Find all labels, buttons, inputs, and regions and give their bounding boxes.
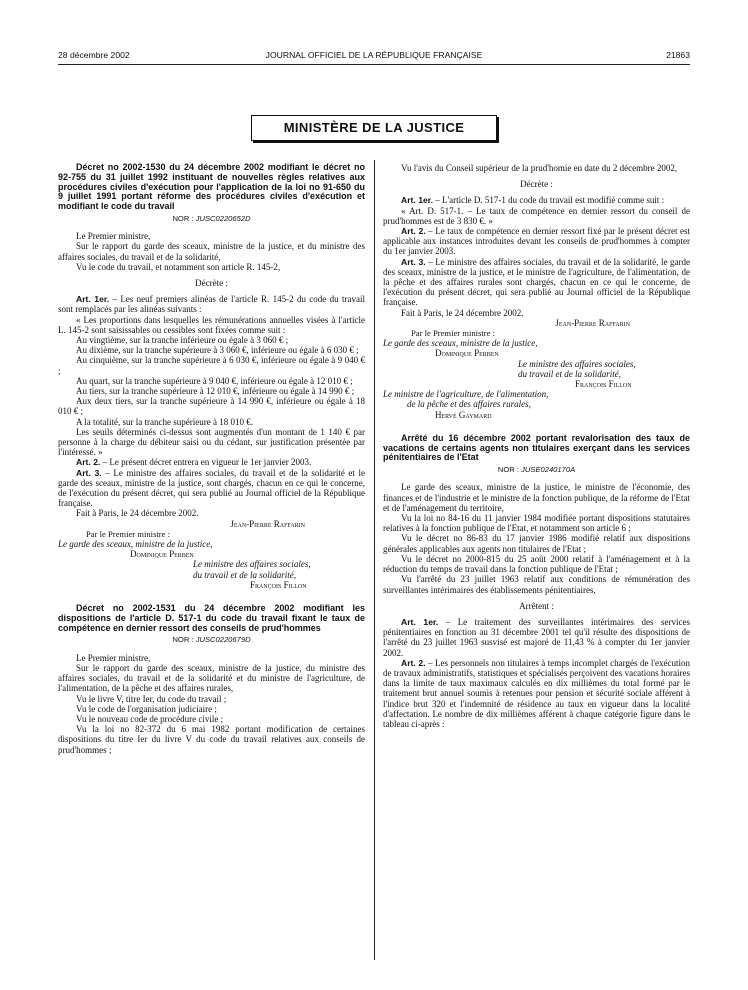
arrete-article-2: Art. 2. – Les personnels non titulaires à temps incomplet chargés de l'exécution de travaux administratifs, statistiques et spécialisés perçoivent des vacations horaires dans la limite de taux maximaux calculés en dix millièmes du total formé par le traitement brut annuel soumis à retenues pour pension et sécurité sociale afférent à l'indice brut 320 et l'indemnité de résidence au taux en vigueur dans la localité d'affectation. Le nombre de dix millièmes afférent à chaque catégorie figure dans le tableau ci-après : [383, 657, 691, 729]
decree2-decrete: Décrète : [520, 179, 553, 190]
decree1-article-3: Art. 3. – Le ministre des affaires sociales, du travail et de la solidarité et le garde des sceaux, ministre de la justice, sont chargés, chacun en ce qui le concerne, de l'exécution du présent décret, qui sera publié au Journal officiel de la République française. [58, 467, 365, 509]
decree2-minister: Le ministre de l'agriculture, de l'alimentation, [383, 389, 549, 400]
left-column [58, 163, 365, 755]
decree1-quote: Au vingtième, sur la tranche inférieure ou égale à 3 060 € ; [76, 335, 289, 346]
decree1-para: Le Premier ministre, [76, 231, 151, 242]
decree2-minister: Le garde des sceaux, ministre de la justice, [383, 338, 538, 349]
decree2-signature: Jean-Pierre Raffarin [555, 317, 630, 328]
header-journal-title: JOURNAL OFFICIEL DE LA RÉPUBLIQUE FRANÇAISE [265, 50, 483, 60]
decree2-par: Par le Premier ministre : [411, 328, 496, 339]
ministry-heading: MINISTÈRE DE LA JUSTICE [251, 115, 497, 141]
decree2-minister: du travail et de la solidarité, [518, 368, 621, 379]
decree2-nor: NOR : JUSC0220679D [172, 635, 251, 645]
decree1-signature: Jean-Pierre Raffarin [230, 518, 305, 529]
right-column [383, 163, 690, 729]
decree2-minister: de la pêche et des affaires rurales, [407, 399, 531, 410]
decree1-quote: Aux deux tiers, sur la tranche supérieure à 14 990 €, inférieure ou égale à 18 010 € ; [58, 396, 365, 417]
decree1-decrete: Décrète : [195, 278, 228, 288]
arrete-para: Vu le décret no 86-83 du 17 janvier 1986 modifié relatif aux dispositions générales applicables aux agents non titulaires de l'Etat ; [383, 533, 690, 554]
decree1-minister-name: François Fillon [250, 579, 307, 590]
decree1-minister-name: Dominique Perben [130, 549, 194, 560]
decree2-article-3: Art. 3. – Le ministre des affaires sociales, du travail et de la solidarité, le garde des sceaux, ministre de la justice, et le ministre de l'agriculture, de l'alimentation, de la pêche et des affaires rurales sont chargés, chacun en ce qui le concerne, de l'exécution du présent décret, qui sera publié au Journal officiel de la République française. [383, 256, 690, 308]
decree2-para: Vu la loi no 82-372 du 6 mai 1982 portant modification de certaines dispositions du titre Ier du livre V du code du travail relatives aux conseils de prud'hommes ; [58, 724, 365, 755]
arrete-article-1: Art. 1er. – Le traitement des surveillantes intérimaires des services pénitentiaires en fonction au 31 décembre 2001 tel qu'il résulte des dispositions de l'arrêté du 23 juillet 1963 susvisé est majoré de 11,43 % à compter du 1er janvier 2002. [383, 616, 690, 658]
decree1-quote: Les seuils déterminés ci-dessus sont augmentés d'un montant de 1 140 € par personne à la charge du débiteur saisi ou du cédant, sur justification présentée par l'intéressé. » [58, 426, 365, 458]
arrete-title: Arrêté du 16 décembre 2002 portant revalorisation des taux de vacations de certains agents non titulaires exerçant dans les services pénitentiaires de l'Etat [383, 432, 690, 463]
decree1-quote: Au tiers, sur la tranche supérieure à 12 010 €, inférieure ou égale à 14 990 € ; [76, 386, 355, 397]
arrete-para: Vu le décret no 2000-815 du 25 août 2000 relatif à l'aménagement et à la réduction du temps de travail dans la fonction publique de l'Etat ; [383, 553, 690, 575]
decree1-title: Décret no 2002-1530 du 24 décembre 2002 modifiant le décret no 92-755 du 31 juillet 1992 instituant de nouvelles règles relatives aux procédures civiles d'exécution pour l'application de la loi no 91-650 du 9 juillet 1991 portant réforme des procédures civiles d'exécution et modifiant le code du travail [58, 162, 365, 212]
decree1-minister: Le ministre des affaires sociales, [193, 559, 311, 570]
decree2-minister-name: François Fillon [575, 379, 632, 390]
decree2-title: Décret no 2002-1531 du 24 décembre 2002 modifiant les dispositions de l'article D. 517-1 du code du travail fixant le taux de compétence en dernier ressort des conseils de prud'hommes [58, 603, 365, 633]
decree2-minister-name: Hervé Gaymard [435, 409, 492, 420]
decree1-fait: Fait à Paris, le 24 décembre 2002. [76, 508, 199, 519]
decree1-quote: Au dixième, sur la tranche supérieure à 3 060 €, inférieure ou égale à 6 030 € ; [76, 345, 359, 356]
decree1-nor: NOR : JUSC0220652D [172, 213, 251, 223]
decree2-para: Vu l'avis du Conseil supérieur de la prud'homie en date du 2 décembre 2002, [401, 163, 678, 173]
arrete-para: Le garde des sceaux, ministre de la justice, le ministre de l'économie, des finances et de l'industrie et le ministre de la fonction publique, de la réforme de l'Etat et de l'aménagement du territoire, [383, 482, 690, 513]
column-divider [374, 160, 375, 960]
decree2-para: Vu le nouveau code de procédure civile ; [76, 713, 224, 724]
arrete-para: Vu l'arrêté du 23 juillet 1963 relatif aux conditions de rémunération des surveillantes intérimaires des établissements pénitentiaires, [383, 574, 690, 595]
decree1-minister: Le garde des sceaux, ministre de la justice, [58, 539, 213, 550]
decree2-para: Le Premier ministre, [76, 652, 151, 663]
decree2-fait: Fait à Paris, le 24 décembre 2002. [401, 307, 524, 318]
decree2-article-1: Art. 1er. – L'article D. 517-1 du code du travail est modifié comme suit : [401, 195, 665, 206]
decree2-para: Vu le code de l'organisation judiciaire ; [76, 703, 217, 714]
header-date: 28 décembre 2002 [58, 50, 130, 60]
decree1-article-1: Art. 1er. – Les neuf premiers alinéas de l'article R. 145-2 du code du travail sont remplacés par les alinéas suivants : [58, 294, 365, 315]
decree1-par: Par le Premier ministre : [86, 528, 171, 539]
decree2-quote: « Art. D. 517-1. – Le taux de compétence en dernier ressort du conseil de prud'hommes est de 3 830 €. » [383, 205, 690, 226]
header-page-number: 21863 [666, 50, 690, 60]
arrete-arretent: Arrêtent : [519, 600, 554, 611]
decree1-quote: Au quart, sur la tranche supérieure à 9 040 €, inférieure ou égale à 12 010 € ; [76, 375, 353, 386]
decree1-quote: Au cinquième, sur la tranche supérieure à 6 030 €, inférieure ou égale à 9 040 € ; [58, 355, 365, 376]
decree1-quote: A la totalité, sur la tranche supérieure à 18 010 €. [76, 416, 253, 427]
header-rule [58, 64, 690, 65]
decree2-para: Sur le rapport du garde des sceaux, ministre de la justice, du ministre des affaires sociales, du travail et de la solidarité et du ministre de l'agriculture, de l'alimentation, de la pêche et des affaires rurales, [58, 662, 365, 694]
decree2-para: Vu le livre V, titre Ier, du code du travail ; [76, 693, 227, 704]
decree1-quote: « Les proportions dans lesquelles les rémunérations annuelles visées à l'article L. 145-2 sont saisissables ou cessibles sont fixées comme suit : [58, 314, 365, 335]
decree2-minister: Le ministre des affaires sociales, [518, 358, 636, 369]
decree1-article-2: Art. 2. – Le présent décret entrera en vigueur le 1er janvier 2003. [76, 457, 312, 468]
decree2-article-2: Art. 2. – Le taux de compétence en dernier ressort fixé par le présent décret est applicable aux instances introduites devant les conseils de prud'hommes à compter du 1er janvier 2003. [383, 226, 690, 257]
decree1-minister: du travail et de la solidarité, [193, 569, 296, 580]
decree2-minister-name: Dominique Perben [435, 348, 499, 359]
decree1-para: Vu le code du travail, et notamment son article R. 145-2, [76, 261, 281, 272]
arrete-para: Vu la loi no 84-16 du 11 janvier 1984 modifiée portant dispositions statutaires relatives à la fonction publique de l'Etat, et notamment son article 6 ; [383, 513, 690, 534]
arrete-nor: NOR : JUSE0240170A [497, 465, 576, 475]
decree1-para: Sur le rapport du garde des sceaux, ministre de la justice, et du ministre des affaires sociales, du travail et de la solidarité, [58, 241, 365, 262]
